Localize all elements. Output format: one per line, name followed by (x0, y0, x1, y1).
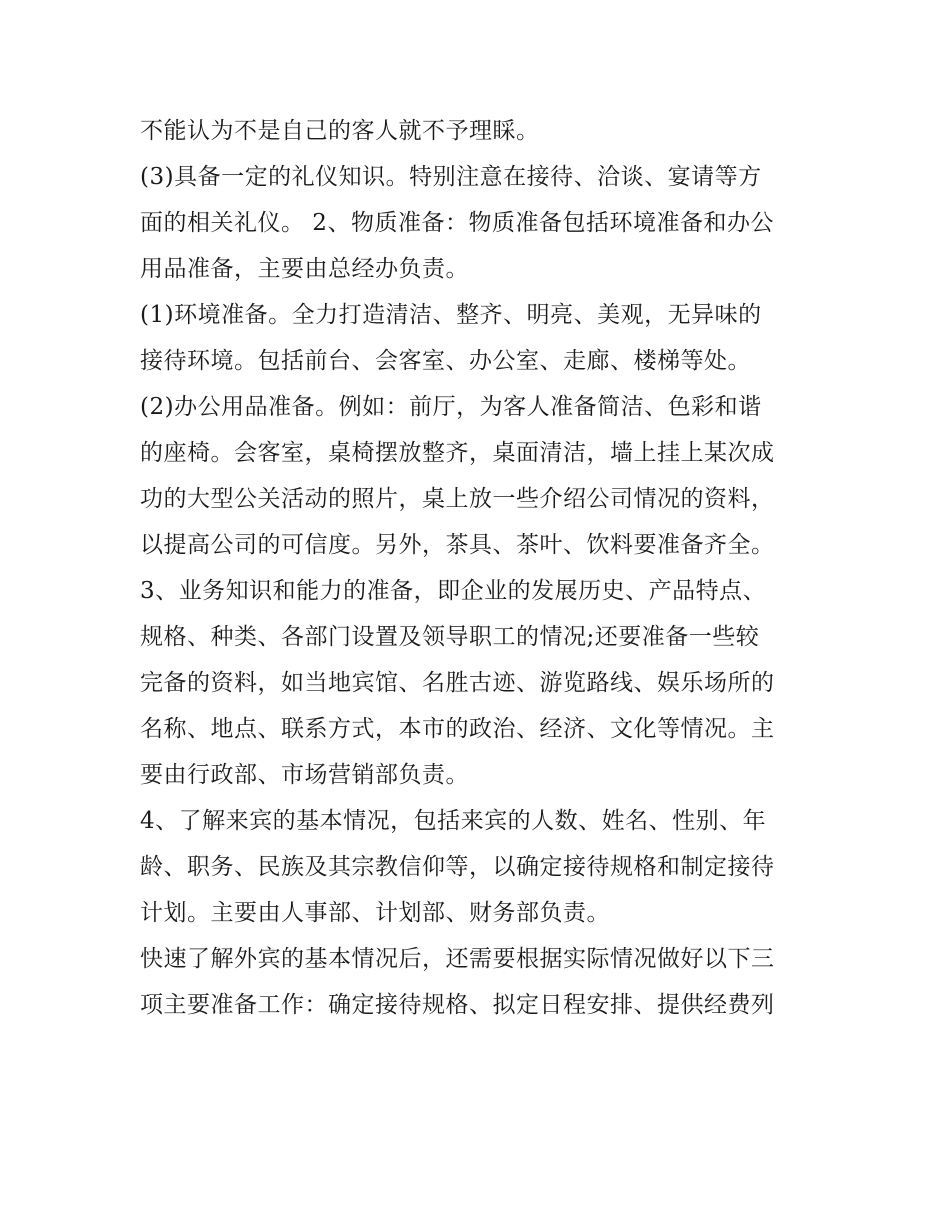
text-line: 4、了解来宾的基本情况，包括来宾的人数、姓名、性别、年 (140, 808, 767, 834)
document-body (140, 108, 820, 1028)
text-line: 要由行政部、市场营销部负责。 (140, 762, 469, 788)
text-line: 项主要准备工作：确定接待规格、拟定日程安排、提供经费列 (140, 992, 775, 1018)
text-line: (1)环境准备。全力打造清洁、整齐、明亮、美观，无异味的 (140, 302, 762, 328)
text-line: 的座椅。会客室，桌椅摆放整齐，桌面清洁，墙上挂上某次成 (140, 440, 775, 466)
text-line: 面的相关礼仪。 2、物质准备：物质准备包括环境准备和办公 (140, 210, 774, 236)
text-line: 不能认为不是自己的客人就不予理睬。 (140, 118, 540, 144)
text-line: (3)具备一定的礼仪知识。特别注意在接待、洽谈、宴请等方 (140, 164, 762, 190)
text-line: 接待环境。包括前台、会客室、办公室、走廊、楼梯等处。 (140, 348, 751, 374)
text-line: 功的大型公关活动的照片，桌上放一些介绍公司情况的资料， (140, 486, 775, 512)
text-line: 规格、种类、各部门设置及领导职工的情况;还要准备一些较 (140, 624, 760, 650)
text-line: 龄、职务、民族及其宗教信仰等，以确定接待规格和制定接待 (140, 854, 775, 880)
text-line: 以提高公司的可信度。另外，茶具、茶叶、饮料要准备齐全。 (140, 532, 775, 558)
text-line: 名称、地点、联系方式，本市的政治、经济、文化等情况。主 (140, 716, 775, 742)
text-line: 3、业务知识和能力的准备，即企业的发展历史、产品特点、 (140, 578, 767, 604)
text-line: 用品准备，主要由总经办负责。 (140, 256, 469, 282)
text-line: 计划。主要由人事部、计划部、财务部负责。 (140, 900, 610, 926)
text-line: 完备的资料，如当地宾馆、名胜古迹、游览路线、娱乐场所的 (140, 670, 775, 696)
text-line: 快速了解外宾的基本情况后，还需要根据实际情况做好以下三 (140, 946, 775, 972)
text-line: (2)办公用品准备。例如：前厅，为客人准备简洁、色彩和谐 (140, 394, 762, 420)
